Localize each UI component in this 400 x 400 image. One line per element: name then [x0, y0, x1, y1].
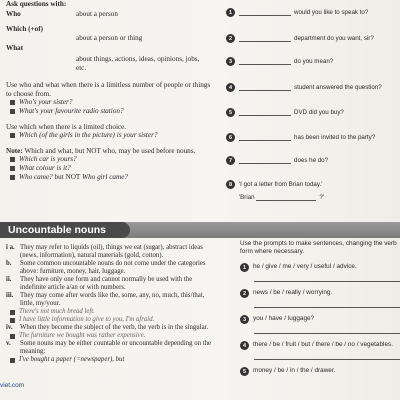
rule-label: iv. [6, 324, 13, 331]
bullet-square-icon [10, 166, 15, 171]
answer-blank[interactable] [239, 134, 291, 141]
example [6, 164, 211, 173]
rule-ii [6, 276, 218, 292]
uncountable-rules [6, 244, 218, 364]
question-item [226, 180, 396, 189]
question-item [226, 156, 396, 165]
prompt-text: you / have / luggage? [253, 315, 315, 322]
rule-text: They may refer to liquids (oil), things we eat (sugar), abstract ideas (news, information), natural materials (gold, cotton). [20, 244, 203, 259]
example-text: Which (of the girls in the picture) is your sister? [19, 131, 158, 140]
ask-questions-heading: Ask questions with: [6, 0, 67, 8]
bullet-square-icon [10, 175, 15, 180]
term-desc: about a person [76, 9, 118, 18]
answer-blank[interactable] [239, 84, 291, 91]
prompt-text: there / be / fruit / but / there / be / no / vegetables. [253, 341, 393, 348]
question-item [226, 108, 396, 117]
example-text: Who came? [19, 172, 53, 181]
question-text: DVD did you buy? [294, 109, 344, 116]
rule-text: Some nouns may be either countable or uncountable depending on the meaning: [20, 340, 212, 355]
example [6, 316, 218, 324]
answer-blank[interactable] [239, 35, 291, 42]
question-text: has been invited to the party? [294, 134, 376, 141]
rule-v [6, 340, 218, 356]
rule-which: Use which when there is a limited choice. [6, 122, 127, 131]
number-badge: 2 [240, 289, 249, 298]
number-badge: 5 [226, 108, 235, 117]
example [6, 173, 211, 182]
term-row [6, 44, 211, 53]
bullet-square-icon [10, 100, 15, 105]
prompt-item [240, 263, 398, 272]
number-badge: 4 [240, 341, 249, 350]
prompt-item [240, 341, 398, 350]
term-row [6, 34, 211, 43]
rule-label: ii. [6, 276, 12, 283]
rule-iv [6, 324, 218, 332]
question-text: student answered the question? [294, 84, 382, 91]
bullet-square-icon [10, 318, 15, 323]
note-label: Note: [6, 146, 23, 155]
prompt-item [240, 367, 398, 376]
question-item [226, 57, 396, 66]
bullet-square-icon [10, 133, 15, 138]
question-text: do you mean? [294, 58, 334, 65]
number-badge: 2 [226, 34, 235, 43]
question-text: ?' [319, 194, 324, 201]
number-badge: 3 [226, 57, 235, 66]
example-text: What colour is it? [19, 163, 71, 172]
rule-label: i a. [6, 244, 15, 251]
number-badge: 8 [226, 180, 235, 189]
rule-text: They may come after words like the, some, any, no, much, this/that, little, my/your. [20, 292, 205, 307]
question-item [226, 8, 396, 17]
rule-who-what: Use who and what when there is a limitless number of people or things to choose from. [6, 81, 211, 98]
term: Which (+of) [6, 25, 44, 34]
example [6, 155, 211, 164]
number-badge: 1 [240, 263, 249, 272]
example-text: I have little information to give to you, I'm afraid. [19, 316, 155, 323]
example-text: I've bought a paper (=newspaper), but [19, 356, 125, 363]
example-text: Which car is yours? [19, 155, 77, 164]
term-row [6, 10, 211, 19]
number-badge: 1 [226, 8, 235, 17]
example [6, 308, 218, 316]
note-text: Which and what, but NOT who, may be used before nouns. [24, 146, 196, 155]
example-text: The furniture we bought was rather expensive. [19, 332, 146, 339]
question-text: 'Brian [239, 194, 255, 201]
number-badge: 5 [240, 367, 249, 376]
prompt-text: he / give / me / very / useful / advice. [253, 263, 357, 270]
answer-line[interactable] [254, 298, 400, 308]
grammar-notes [6, 0, 211, 181]
question-text: would you like to speak to? [294, 9, 369, 16]
bullet-square-icon [10, 358, 15, 363]
answer-line[interactable] [254, 350, 400, 360]
question-item [226, 83, 396, 92]
term-desc: about a person or thing [76, 33, 143, 42]
term: What [6, 44, 24, 53]
term: Who [6, 9, 21, 18]
example-text: Who's your sister? [19, 98, 73, 107]
side-watermark-text: viet.com [0, 382, 25, 389]
example-text: What's your favourite radio station? [19, 106, 124, 115]
bullet-square-icon [10, 157, 15, 162]
exercise-instruction: Use the prompts to make sentences, changing the verb form where necessary. [240, 240, 397, 255]
question-item [226, 133, 396, 142]
rule-label: iii. [6, 292, 14, 299]
question-text: 'I got a letter from Brian today.' [239, 181, 323, 188]
example [6, 98, 211, 107]
number-badge: 3 [240, 315, 249, 324]
bullet-square-icon [10, 109, 15, 114]
question-item [226, 34, 396, 43]
rule-text: They have only one form and cannot normally be used with the indefinite article a/an or with numbers. [20, 276, 193, 291]
prompt-text: money / be / in / the / drawer. [253, 367, 336, 374]
answer-blank[interactable] [239, 9, 291, 16]
prompt-item [240, 289, 398, 298]
number-badge: 7 [226, 156, 235, 165]
example-wrong: Who girl came? [82, 172, 129, 181]
example [6, 107, 211, 116]
bullet-square-icon [10, 334, 15, 339]
answer-blank[interactable] [239, 157, 291, 164]
rule-text: When they become the subject of the verb, the verb is in the singular. [20, 324, 209, 331]
rule-ia [6, 244, 218, 260]
term-row [6, 55, 211, 72]
term-desc: about things, actions, ideas, opinions, jobs, etc. [76, 54, 200, 72]
answer-blank[interactable] [239, 58, 291, 65]
prompts-exercise [240, 240, 398, 376]
number-badge: 4 [226, 83, 235, 92]
section-banner [0, 222, 400, 238]
rule-iii [6, 292, 218, 308]
term-row [6, 25, 211, 34]
prompt-text: news / be / really / worrying. [253, 289, 333, 296]
example-but: but NOT [54, 172, 81, 181]
prompt-item [240, 315, 398, 324]
question-text: does he do? [294, 157, 329, 164]
number-badge: 6 [226, 133, 235, 142]
rule-text: Some common uncountable nouns do not come under the categories above: furniture, money, hair, luggage. [20, 260, 206, 275]
question-text: department do you want, sir? [294, 35, 374, 42]
answer-line[interactable] [254, 324, 400, 334]
answer-blank[interactable] [256, 194, 316, 201]
note [6, 147, 211, 156]
rule-label: v. [6, 340, 11, 347]
rule-ib [6, 260, 218, 276]
example [6, 356, 218, 364]
example [6, 332, 218, 340]
rule-label: b. [6, 260, 12, 267]
answer-line[interactable] [254, 272, 400, 282]
section-title: Uncountable nouns [0, 222, 130, 238]
example-text: There's not much bread left. [19, 308, 95, 315]
answer-blank[interactable] [239, 109, 291, 116]
example [6, 131, 211, 140]
question-item-continued [239, 194, 400, 201]
bullet-square-icon [10, 310, 15, 315]
